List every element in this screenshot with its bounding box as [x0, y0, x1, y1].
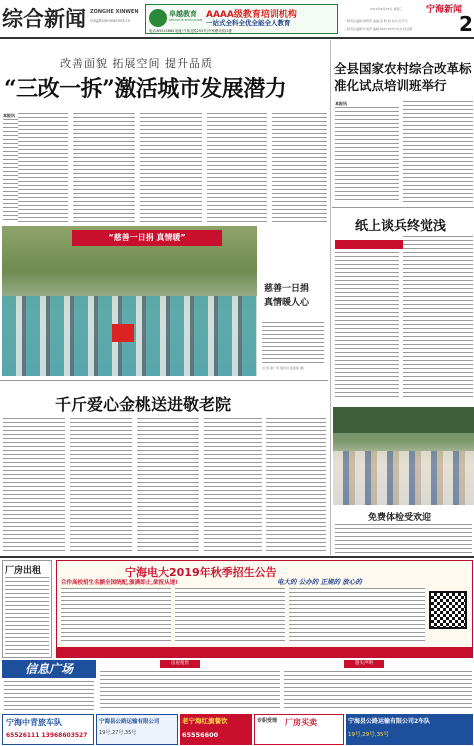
photo-tent: [333, 407, 474, 433]
recruit-body-1: [61, 588, 171, 644]
small-ads-left-body: [100, 671, 280, 711]
right-column-4: [403, 236, 473, 400]
small-ads-left[interactable]: [100, 660, 280, 712]
header-ad[interactable]: [145, 4, 338, 34]
small-ads-right[interactable]: [284, 660, 472, 712]
main-headline: “三改一拆”激活城市发展潜力: [4, 76, 287, 102]
right-headline: 全县国家农村综合改革标准化试点培训班举行: [334, 61, 472, 93]
bottom-ad-5-name: 宁海县公路运输有限公司2车队: [348, 718, 431, 725]
main-column-5: [272, 113, 327, 223]
recruit-body-2: [175, 588, 285, 644]
bottom-ad-3-phone: 65556600: [182, 731, 219, 739]
main-column-4: [207, 113, 267, 223]
issue-date: 2019年8月28日 星期三: [370, 7, 403, 11]
right-rubric: [335, 240, 405, 249]
info-plaza-box[interactable]: [2, 660, 96, 712]
recruit-footer: [57, 647, 472, 657]
main-column-3: [140, 113, 202, 223]
right-rule: [332, 207, 474, 208]
bottom-ad-4-name: 专职受理: [257, 718, 278, 724]
right-byline: 本报讯: [335, 101, 347, 106]
paper-logo: 宁海新闻: [426, 5, 463, 15]
ad-brand-sub: ZHUOYUE EDUCATION: [169, 18, 203, 22]
small-ads-heading-right-text: 遗失声明: [355, 661, 373, 666]
bottom-ad-1[interactable]: [2, 714, 94, 745]
second-column-1: [3, 418, 65, 554]
recruit-body-3: [289, 588, 425, 644]
info-plaza-text: 信息广场: [24, 662, 73, 676]
photo-banner: [72, 230, 222, 246]
health-caption-body: [335, 524, 472, 554]
section-url: ninghaienewsnet.cn: [90, 18, 131, 23]
bottom-ad-5-phone: 19号,29号,35号: [348, 732, 389, 738]
small-ads-heading-left: [160, 660, 200, 668]
main-kicker: 改善面貌 拓展空间 提升品质: [60, 57, 213, 70]
small-ads-right-body: [284, 671, 472, 711]
main-column-2: [73, 113, 135, 223]
main-column-1: [18, 113, 68, 223]
photo-credit: (记者 谢广军 通讯员 陆振琛 摄): [262, 366, 305, 370]
editor-line-1: 一版责任编辑:徐辉军 美编:张 帆 版 校对:张芳芬: [344, 19, 408, 23]
section-title: 综合新闻: [2, 6, 86, 31]
ad-contact: 电话:65515884 地址:气象北路253号(中家塘对面)2楼: [149, 29, 232, 33]
ad-slogan: 一站式全科全优全能全人教育: [206, 19, 291, 27]
bottom-ad-3-name: 老宁海红旗餐饮: [182, 717, 228, 725]
ad-brand: 阜越教育: [169, 10, 197, 18]
small-ads-heading-right: [344, 660, 384, 668]
bottom-ad-2-phone: 19号,27号,35号: [99, 730, 137, 736]
bottom-ad-1-phone: 65526111 13968603527: [6, 732, 88, 739]
second-column-2: [70, 418, 132, 554]
second-headline: 千斤爱心金桃送进敬老院: [55, 395, 232, 414]
bottom-ad-2-name: 宁海县公路运输有限公司: [99, 719, 160, 725]
info-plaza-title: [2, 660, 96, 678]
bottom-ad-2[interactable]: [96, 714, 178, 745]
second-column-4: [204, 418, 262, 554]
section-rule: [0, 556, 474, 558]
donation-box: [112, 324, 134, 342]
right-column-1: [335, 107, 399, 203]
photo-crowd: [333, 451, 474, 505]
second-column-5: [266, 418, 326, 554]
page-number: 2: [459, 12, 473, 36]
health-check-photo: [333, 407, 474, 505]
bottom-ad-5[interactable]: [346, 714, 473, 745]
column-divider: [330, 40, 331, 555]
ad-title: AAAA级教育培训机构: [206, 10, 297, 20]
classifieds-box[interactable]: [2, 560, 52, 658]
bottom-ad-1-name: 宁海中青旅车队: [6, 718, 62, 727]
editor-line-2: 二版责任编辑:叶甫苹 编辑:65577977 校对:杨宜静: [344, 27, 413, 31]
recruit-slogan: 电大的 公办的 正规的 放心的: [277, 578, 362, 586]
main-column-1b: [3, 119, 18, 223]
header-rule: [0, 37, 474, 39]
right-column-3: [335, 252, 399, 400]
qr-code-icon[interactable]: [429, 591, 467, 629]
classifieds-title: 厂房出租: [5, 566, 42, 576]
bottom-ad-4[interactable]: [254, 714, 344, 745]
classifieds-body: [5, 577, 49, 655]
charity-photo: [2, 226, 257, 376]
right-column-2: [403, 101, 473, 203]
photo-banner-text: “慈善一日捐 真情暖”: [108, 233, 186, 242]
right-sub-headline: 纸上谈兵终觉浅: [355, 219, 447, 234]
recruit-title: 宁海电大2019年秋季招生公告: [125, 566, 277, 579]
main-rule: [0, 380, 328, 381]
section-pinyin: ZONGHE XINWEN: [90, 9, 139, 15]
health-photo-caption: 免费体检受欢迎: [368, 513, 432, 523]
recruit-sub: 合作高校招生名额全国统配,颁满即止,欲报从速!: [61, 580, 178, 586]
bottom-ad-3[interactable]: [180, 714, 252, 745]
photo-caption-body: [262, 322, 324, 364]
photo-caption: 慈善一日捐 真情暖人心: [264, 284, 310, 308]
bottom-ad-4-phone: 厂房买卖: [285, 718, 317, 727]
main-byline: 本报讯: [3, 113, 15, 118]
small-ads-heading-left-text: 房屋租售: [171, 661, 189, 666]
masthead: [0, 0, 474, 36]
second-column-3: [137, 418, 199, 554]
recruit-ad[interactable]: [56, 560, 473, 658]
info-plaza-body: [4, 681, 94, 711]
ad-logo-icon: [149, 9, 167, 27]
